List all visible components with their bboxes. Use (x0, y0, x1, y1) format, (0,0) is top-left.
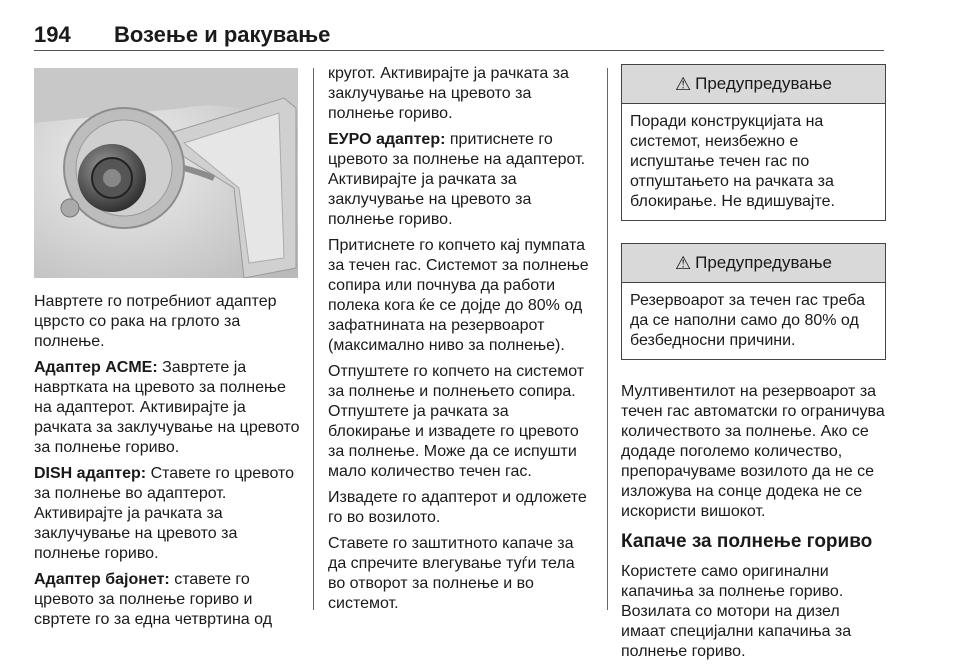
warning-header-1 (622, 65, 885, 104)
paragraph-continued: кругот. Активирајте ја рачката за заклучување на цревото за полнење гориво. (328, 65, 569, 122)
bayonet-text: ставете го цревото за полнење гориво и свртете го за една четвртина од (34, 571, 273, 628)
warning-body-1: Поради конструкцијата на системот, неизбежно е испуштање течен гас по отпуштањето на рачката за блокирање. Не вдишувајте. (630, 113, 835, 210)
dish-label: DISH адаптер: (34, 465, 147, 482)
column-middle (328, 64, 594, 620)
acme-label: Адаптер ACME: (34, 359, 158, 376)
warning-header-2 (622, 244, 885, 283)
paragraph-euro (328, 130, 594, 230)
paragraph-multivalve: Мултивентилот на резервоарот за течен гас автоматски го ограничува количеството за полнење. Ако се додаде поголемо количество, препорачуваме возилото да не се изложува на сонце додека не се искористи вишокот. (621, 383, 885, 520)
warning-title-2: Предупредување (695, 253, 833, 272)
page-title: Возење и ракување (114, 22, 331, 47)
warning-body-2: Резервоарот за течен гас треба да се наполни само до 80% од безбедносни причини. (630, 292, 865, 349)
header-rule (34, 50, 884, 51)
euro-label: ЕУРО адаптер: (328, 131, 446, 148)
section-heading-fuel-cap: Капаче за полнење гориво (621, 531, 873, 552)
paragraph-bayonet (34, 570, 302, 630)
column-divider-2 (607, 68, 608, 610)
column-left (34, 292, 302, 636)
warning-triangle-icon: ⚠ (674, 253, 692, 273)
paragraph-protective-cap: Ставете го заштитното капаче за да спречите влегување туѓи тела во отворот за полнење и во системот. (328, 535, 575, 612)
warning-box-1 (621, 64, 886, 221)
column-divider-1 (313, 68, 314, 610)
paragraph-fuel-cap: Користете само оригинални капачиња за полнење гориво. Возилата со мотори на дизел имаат специјални капачиња за полнење гориво. (621, 563, 852, 660)
paragraph-intro: Навртете го потребниот адаптер цврсто со рака на грлото за полнење. (34, 293, 277, 350)
page-number: 194 (34, 22, 71, 47)
warning-box-2 (621, 243, 886, 360)
paragraph-press-button: Притиснете го копчето кај пумпата за течен гас. Системот за полнење сопира или почнува да работи полека кога ќе се дојде до 80% од зафатнината на резервоарот (максимално ниво за полнење). (328, 237, 589, 354)
warning-title-1: Предупредување (695, 74, 833, 93)
fuel-filler-illustration (34, 68, 298, 278)
paragraph-release-button: Отпуштете го копчето на системот за полнење и полнењето сопира. Отпуштете ја рачката за блокирање и извадете го цревото за полнење. Може да се испушти мало количество течен гас. (328, 363, 585, 480)
column-right (621, 64, 886, 668)
fuel-filler-adapter-photo (34, 68, 298, 278)
paragraph-acme (34, 358, 302, 458)
dish-text: Ставете го цревото за полнење во адаптерот. Активирајте ја рачката за заклучување на цревото за полнење гориво. (34, 465, 295, 562)
warning-triangle-icon: ⚠ (674, 74, 692, 94)
paragraph-remove-adapter: Извадете го адаптерот и одложете го во возилото. (328, 489, 587, 526)
euro-text: притиснете го цревото за полнење на адаптерот. Активирајте ја рачката за заклучување на цревото за полнење гориво. (328, 131, 586, 228)
acme-text: Завртете ја навртката на цревото за полнење на адаптерот. Активирајте ја рачката за заклучување на цревото за полнење гориво. (34, 359, 300, 456)
paragraph-dish (34, 464, 302, 564)
bayonet-label: Адаптер бајонет: (34, 571, 170, 588)
page-header (34, 8, 884, 48)
